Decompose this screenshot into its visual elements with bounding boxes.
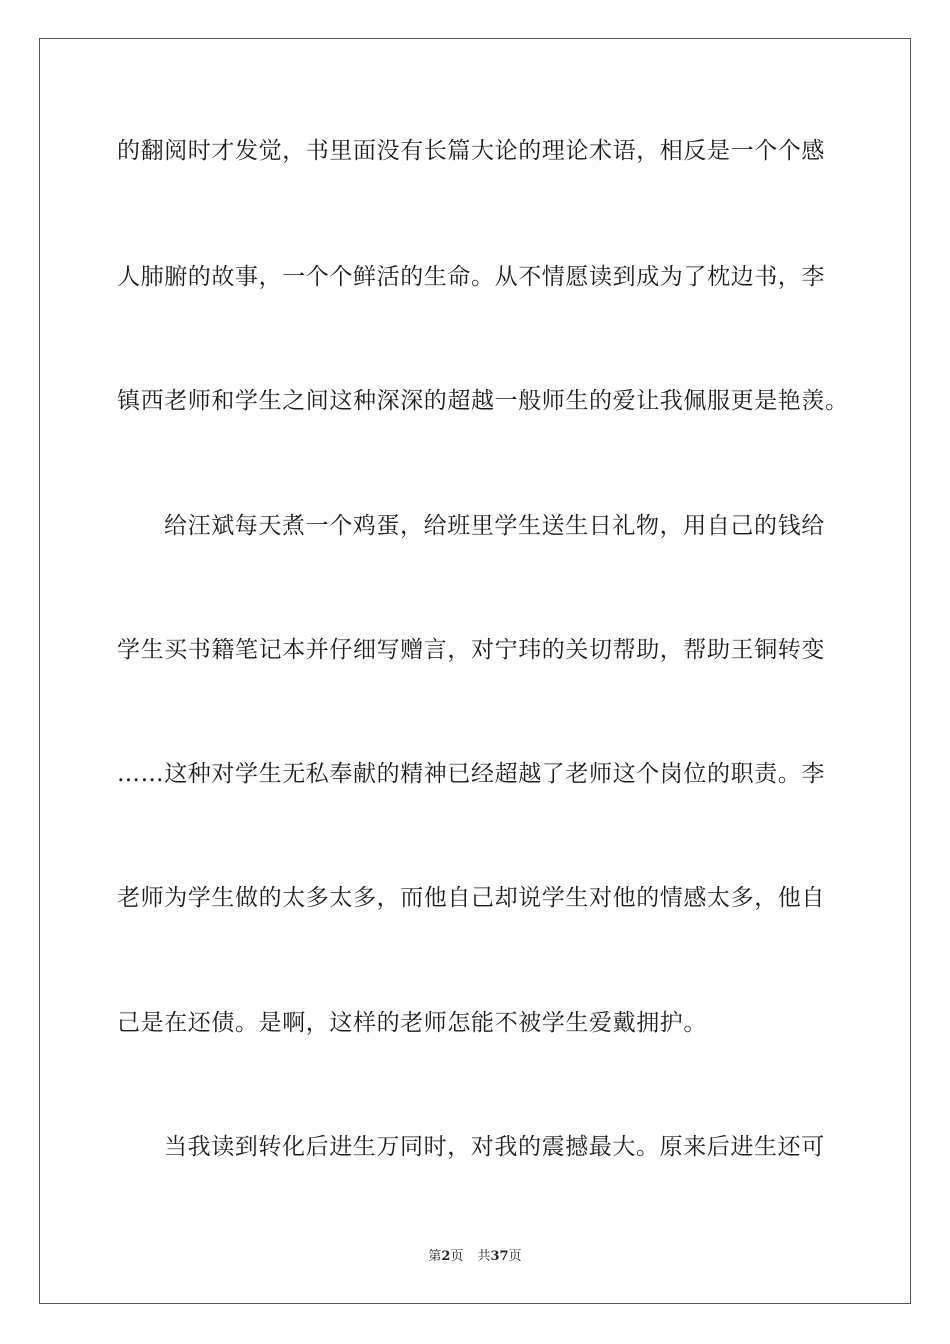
total-suffix: 页 bbox=[508, 1249, 522, 1264]
page-suffix: 页 bbox=[450, 1249, 464, 1264]
text-line-7: 老师为学生做的太多太多，而他自己却说学生对他的情感太多，他自 bbox=[117, 885, 825, 911]
total-pages: 37 bbox=[490, 1249, 509, 1264]
text-line-4-paragraph-start: 给汪斌每天煮一个鸡蛋，给班里学生送生日礼物，用自己的钱给 bbox=[164, 513, 825, 539]
total-prefix: 共 bbox=[477, 1249, 491, 1264]
text-line-5: 学生买书籍笔记本并仔细写赠言，对宁玮的关切帮助，帮助王铜转变 bbox=[117, 637, 825, 663]
text-line-2: 人肺腑的故事，一个个鲜活的生命。从不情愿读到成为了枕边书，李 bbox=[117, 264, 825, 290]
text-line-8: 己是在还债。是啊，这样的老师怎能不被学生爱戴拥护。 bbox=[117, 1010, 707, 1036]
page-border bbox=[39, 38, 911, 1304]
page-number: 2 bbox=[441, 1249, 451, 1264]
text-line-3: 镇西老师和学生之间这种深深的超越一般师生的爱让我佩服更是艳羡。 bbox=[117, 388, 849, 414]
text-line-9-paragraph-start: 当我读到转化后进生万同时，对我的震撼最大。原来后进生还可 bbox=[164, 1134, 825, 1160]
text-line-6: ……这种对学生无私奉献的精神已经超越了老师这个岗位的职责。李 bbox=[117, 761, 825, 787]
text-line-1: 的翻阅时才发觉，书里面没有长篇大论的理论术语，相反是一个个感 bbox=[117, 138, 825, 164]
page-prefix: 第 bbox=[428, 1249, 442, 1264]
page-footer bbox=[0, 1248, 950, 1266]
